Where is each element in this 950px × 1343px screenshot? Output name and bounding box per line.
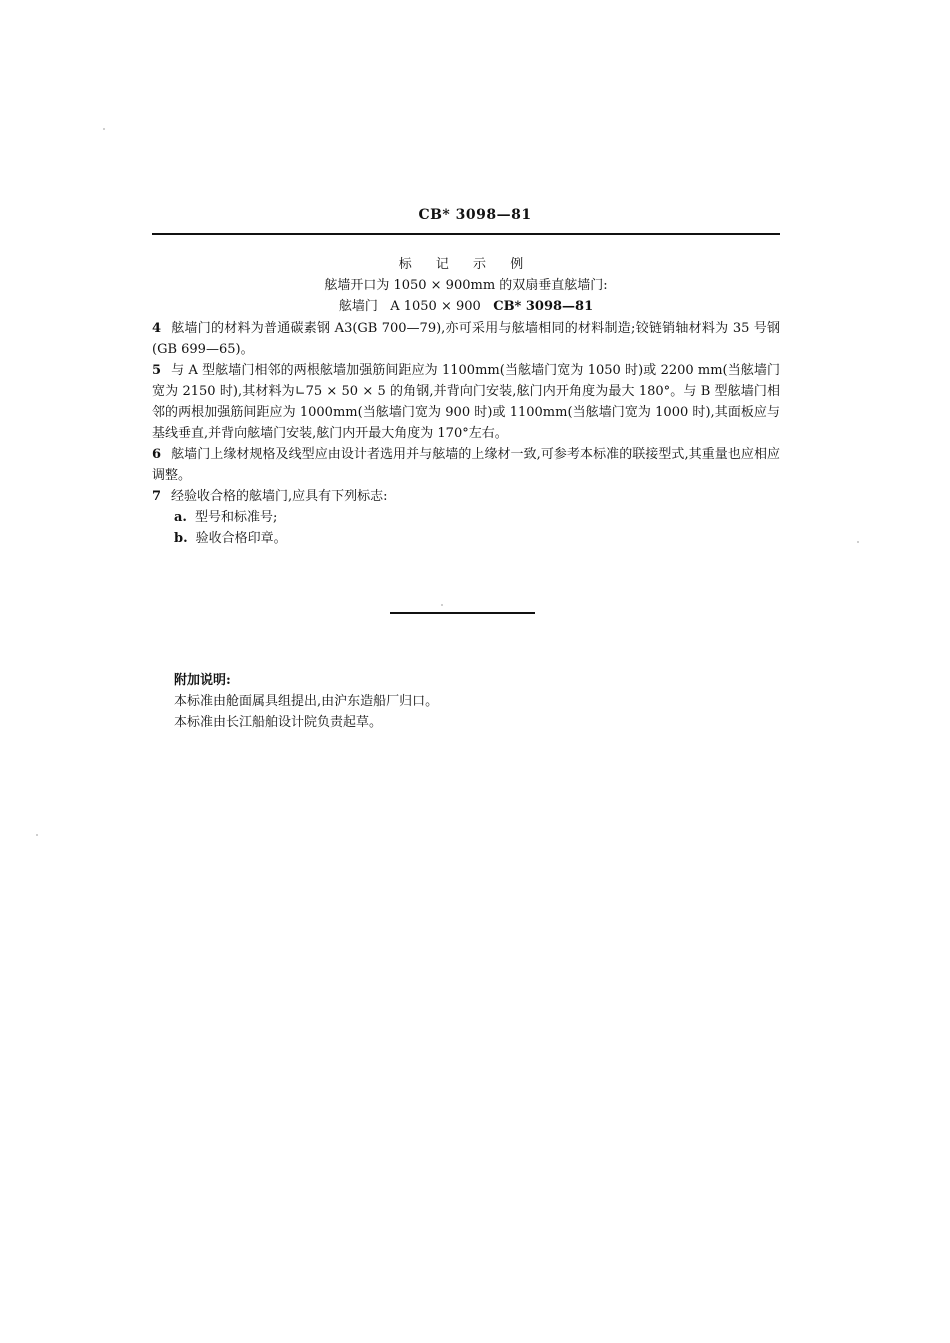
clause-number: 6: [152, 447, 162, 462]
marking-example-mark: [152, 298, 780, 316]
sub-item-letter: a.: [174, 510, 187, 525]
clause-text: 经验收合格的舷墙门,应具有下列标志:: [171, 489, 388, 504]
marking-example-mark-code: CB* 3098—81: [493, 299, 594, 314]
additional-notes-line: 本标准由长江船舶设计院负责起草。: [174, 715, 383, 730]
clause-5: [152, 360, 780, 444]
scan-speck: [441, 604, 443, 606]
clause-text: 舷墙门的材料为普通碳素钢 A3(GB 700—79),亦可采用与舷墙相同的材料制造;铰链销轴材料为 35 号钢(GB 699—65)。: [152, 321, 780, 357]
clause-4: [152, 318, 780, 360]
clause-text: 舷墙门上缘材规格及线型应由设计者选用并与舷墙的上缘材一致,可参考本标准的联接型式,其重量也应相应调整。: [152, 447, 780, 483]
clause-7: [152, 486, 780, 507]
marking-example-description: 舷墙开口为 1050 × 900mm 的双扇垂直舷墙门:: [324, 278, 608, 293]
end-of-text-rule: [390, 612, 535, 614]
sub-item-a: [174, 507, 277, 528]
scan-speck: [857, 541, 859, 543]
additional-notes: [174, 670, 438, 733]
clause-number: 4: [152, 321, 162, 336]
additional-notes-line: 本标准由舱面属具组提出,由沪东造船厂归口。: [174, 694, 439, 709]
sub-item-letter: b.: [174, 531, 188, 546]
clause-6: [152, 444, 780, 486]
clause-text: 与 A 型舷墙门相邻的两根舷墙加强筋间距应为 1100mm(当舷墙门宽为 1050 时)或 2200 mm(当舷墙门宽为 2150 时),其材料为∟75 × 50 × 5 的角钢,并背向门安装,舷门内开角度为最大 180°。与 B 型舷墙门相邻的两根加强筋间距应为 1000mm(当舷墙门宽为 900 时)或 1100mm(当舷墙门宽为 1000 时),其面板应与基线垂直,并背向舷墙门安装,舷门内开最大角度为 170°左右。: [152, 363, 780, 441]
clause-number: 5: [152, 363, 162, 378]
header-rule: [152, 233, 780, 235]
sub-item-b: [174, 528, 287, 549]
sub-item-text: 验收合格印章。: [195, 531, 287, 546]
additional-notes-heading: 附加说明:: [174, 673, 231, 688]
marking-example-title: 标 记 示 例: [398, 257, 534, 272]
sub-item-text: 型号和标准号;: [194, 510, 278, 525]
marking-example-mark-prefix: 舷墙门 A 1050 × 900: [338, 299, 481, 314]
standard-code-header: CB* 3098—81: [418, 207, 532, 223]
clause-number: 7: [152, 489, 162, 504]
scan-speck: [36, 834, 38, 836]
scan-speck: [103, 128, 105, 130]
